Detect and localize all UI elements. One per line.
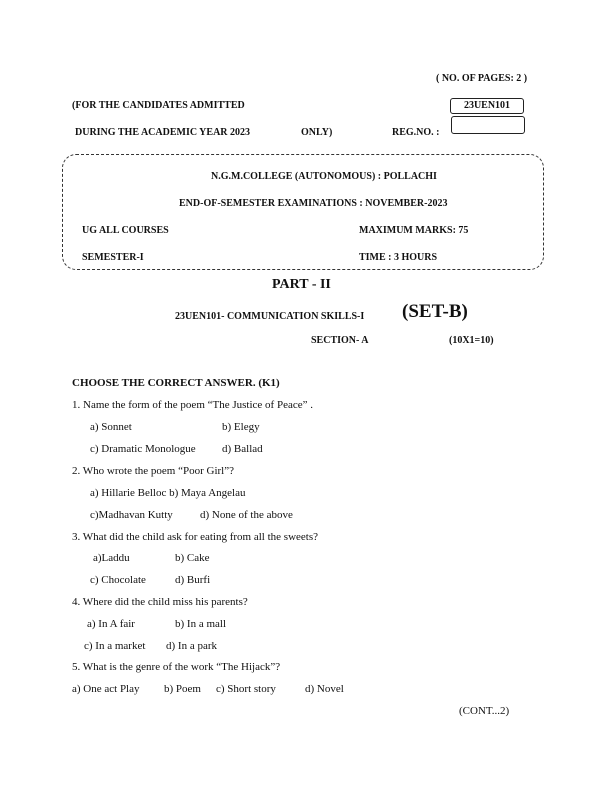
time-label: TIME : 3 HOURS	[359, 252, 438, 263]
q5-option-d: d) Novel	[305, 683, 344, 695]
q1-option-a: a) Sonnet	[90, 421, 132, 433]
exam-title: END-OF-SEMESTER EXAMINATIONS : NOVEMBER-2023	[179, 198, 448, 209]
q4-option-a: a) In A fair	[87, 618, 135, 630]
q2-option-c: c)Madhavan Kutty	[90, 509, 173, 521]
set-label: (SET-B)	[402, 301, 468, 322]
q2-option-d: d) None of the above	[200, 509, 293, 521]
q5-option-c: c) Short story	[216, 683, 276, 695]
q4-option-b: b) In a mall	[175, 618, 227, 630]
candidates-admitted: (FOR THE CANDIDATES ADMITTED	[72, 100, 245, 111]
reg-no-field	[451, 116, 525, 134]
course-code-box: 23UEN101	[450, 98, 524, 114]
q1-option-d: d) Ballad	[222, 443, 263, 455]
q1-option-b: b) Elegy	[222, 421, 260, 433]
question-2: 2. Who wrote the poem “Poor Girl”?	[72, 465, 235, 477]
college-name: N.G.M.COLLEGE (AUTONOMOUS) : POLLACHI	[211, 171, 437, 182]
question-5: 5. What is the genre of the work “The Hijack”?	[72, 661, 281, 673]
question-1: 1. Name the form of the poem “The Justice of Peace” .	[72, 399, 313, 411]
q3-option-a: a)Laddu	[93, 552, 130, 564]
q4-option-d: d) In a park	[166, 640, 218, 652]
courses-label: UG ALL COURSES	[82, 225, 169, 236]
q3-option-b: b) Cake	[175, 552, 210, 564]
q1-option-c: c) Dramatic Monologue	[90, 443, 196, 455]
only-label: ONLY)	[301, 127, 333, 138]
q3-option-d: d) Burfi	[175, 574, 211, 586]
q5-option-b: b) Poem	[164, 683, 201, 695]
page-count: ( NO. OF PAGES: 2 )	[436, 73, 528, 84]
section-heading: SECTION- A	[311, 335, 369, 346]
paper-title: 23UEN101- COMMUNICATION SKILLS-I	[175, 311, 365, 322]
continuation-note: (CONT...2)	[459, 705, 510, 717]
instruction: CHOOSE THE CORRECT ANSWER. (K1)	[72, 377, 280, 389]
question-4: 4. Where did the child miss his parents?	[72, 596, 248, 608]
q2-option-ab: a) Hillarie Belloc b) Maya Angelau	[90, 487, 246, 499]
part-heading: PART - II	[272, 277, 331, 292]
q3-option-c: c) Chocolate	[90, 574, 146, 586]
q5-option-a: a) One act Play	[72, 683, 140, 695]
reg-no-label: REG.NO. :	[392, 127, 440, 138]
academic-year: DURING THE ACADEMIC YEAR 2023	[75, 127, 251, 138]
question-3: 3. What did the child ask for eating from all the sweets?	[72, 531, 319, 543]
q4-option-c: c) In a market	[84, 640, 146, 652]
semester-label: SEMESTER-I	[82, 252, 144, 263]
section-marks: (10X1=10)	[449, 335, 494, 346]
max-marks: MAXIMUM MARKS: 75	[359, 225, 469, 236]
